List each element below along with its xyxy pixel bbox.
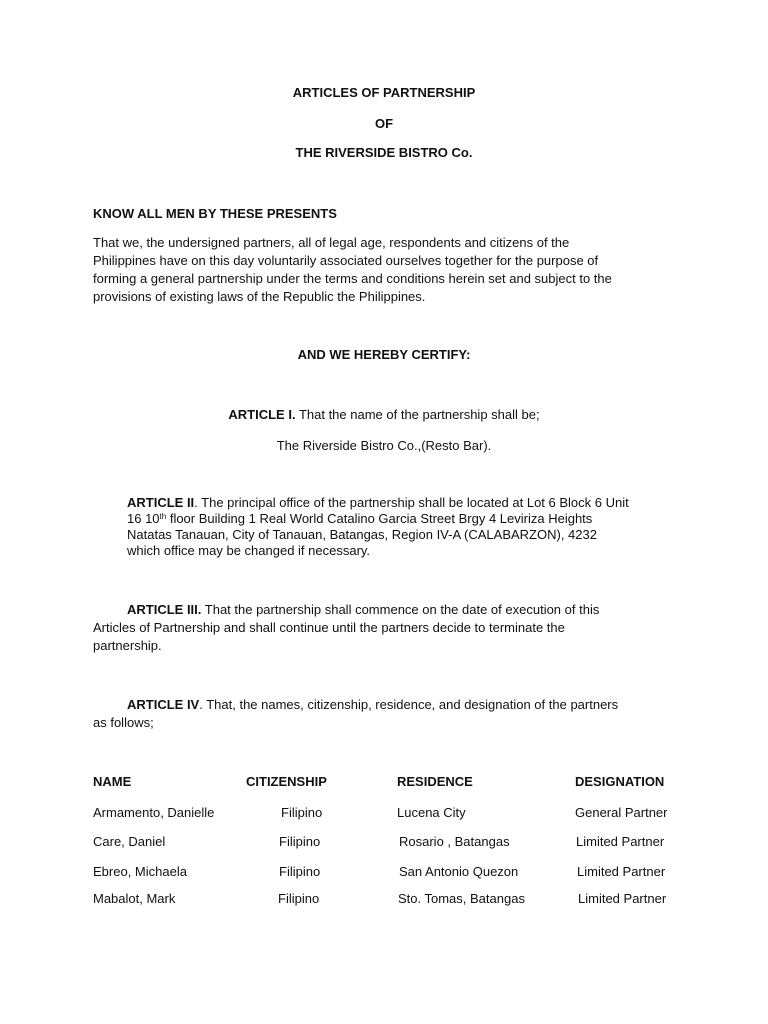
article-3 [93, 601, 599, 655]
intro-line: provisions of existing laws of the Republic the Philippines. [93, 289, 426, 304]
article-3-line [93, 601, 599, 619]
article-4-line: as follows; [93, 715, 154, 730]
document-title: ARTICLES OF PARTNERSHIP [292, 85, 476, 100]
table-header-designation: DESIGNATION [575, 774, 665, 789]
article-2-text: . The principal office of the partnership shall be located at Lot 6 Block 6 Unit [194, 495, 629, 510]
article-2-sup: th [159, 512, 167, 521]
article-2 [127, 495, 629, 559]
table-header-citizenship: CITIZENSHIP [246, 774, 327, 789]
table-header-name: NAME [93, 774, 132, 789]
partner-residence: San Antonio Quezon [399, 864, 519, 879]
article-3-line: partnership. [93, 638, 162, 653]
partner-citizenship: Filipino [278, 891, 320, 906]
article-4 [93, 696, 618, 732]
article-4-line [93, 696, 618, 714]
partner-residence: Rosario , Batangas [399, 834, 510, 849]
partner-designation: Limited Partner [576, 834, 665, 849]
intro-line: forming a general partnership under the terms and conditions herein set and subject to the [93, 271, 612, 286]
partnership-name: The Riverside Bistro Co.,(Resto Bar). [276, 438, 492, 453]
partner-designation: Limited Partner [577, 864, 666, 879]
title-of: OF [374, 116, 394, 131]
partner-residence: Sto. Tomas, Batangas [398, 891, 525, 906]
article-2-line [127, 495, 629, 511]
article-2-label: ARTICLE II [127, 495, 195, 510]
partner-name: Mabalot, Mark [93, 891, 176, 906]
article-4-label: ARTICLE IV [127, 697, 200, 712]
article-1 [0, 406, 768, 424]
intro-heading: KNOW ALL MEN BY THESE PRESENTS [93, 206, 337, 221]
partner-name: Armamento, Danielle [93, 805, 215, 820]
table-header-residence: RESIDENCE [397, 774, 473, 789]
article-1-text: That the name of the partnership shall be; [295, 407, 540, 422]
partner-name: Ebreo, Michaela [93, 864, 187, 879]
article-2-line: which office may be changed if necessary. [127, 543, 371, 558]
article-2-line [127, 511, 629, 527]
article-1-label: ARTICLE I. [228, 407, 296, 422]
article-3-label: ARTICLE III. [127, 602, 202, 617]
intro-line: Philippines have on this day voluntarily associated ourselves together for the purpose of [93, 253, 599, 268]
partner-citizenship: Filipino [279, 864, 321, 879]
partner-citizenship: Filipino [279, 834, 321, 849]
partner-residence: Lucena City [397, 805, 466, 820]
article-3-line: Articles of Partnership and shall continue until the partners decide to terminate the [93, 620, 565, 635]
article-4-text: . That, the names, citizenship, residence, and designation of the partners [199, 697, 619, 712]
company-name: THE RIVERSIDE BISTRO Co. [295, 145, 473, 160]
partner-designation: Limited Partner [578, 891, 667, 906]
partner-designation: General Partner [575, 805, 668, 820]
intro-paragraph [93, 234, 612, 306]
article-2-floor: 16 10 [127, 511, 160, 526]
partner-citizenship: Filipino [281, 805, 323, 820]
partner-name: Care, Daniel [93, 834, 166, 849]
article-2-line: Natatas Tanauan, City of Tanauan, Batangas, Region IV-A (CALABARZON), 4232 [127, 527, 597, 542]
intro-line: That we, the undersigned partners, all of legal age, respondents and citizens of the [93, 235, 570, 250]
certify-heading: AND WE HEREBY CERTIFY: [297, 347, 471, 362]
article-3-text: That the partnership shall commence on the date of execution of this [201, 602, 600, 617]
article-2-address: floor Building 1 Real World Catalino Garcia Street Brgy 4 Leviriza Heights [166, 511, 593, 526]
